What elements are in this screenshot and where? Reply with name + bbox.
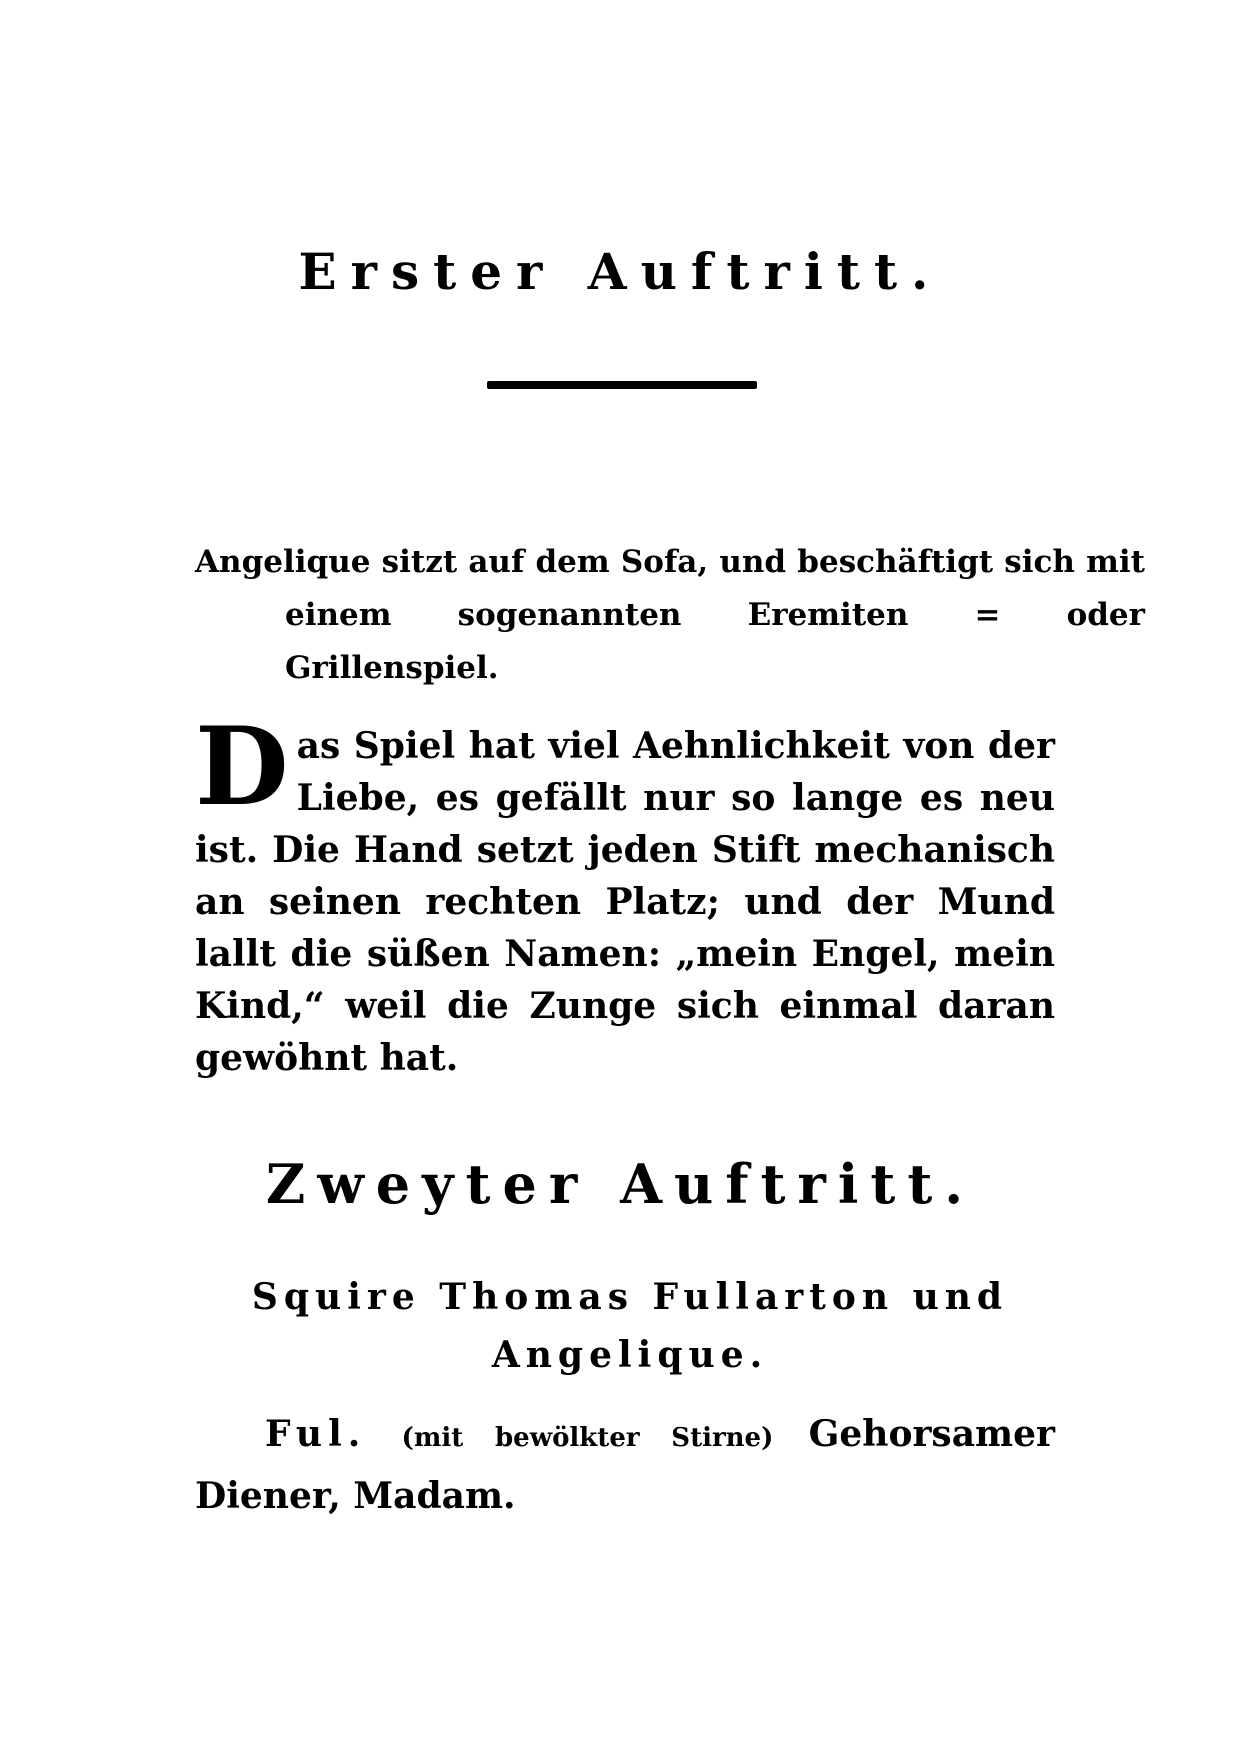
scene-title-2: Zweyter Auftritt. <box>265 1152 976 1216</box>
scene-title-1: Erster Auftritt. <box>298 242 943 301</box>
dialog-text: as Spiel hat viel Aehnlichkeit von der Liebe, es gefällt nur so lange es neu ist. Die Hand setzt jeden Stift mechanisch an seinen rechten Platz; und der Mund lallt die süßen Namen: „mein Engel, mein Kind,“ weil die Zunge sich einmal daran gewöhnt hat. <box>195 725 1055 1079</box>
stage-direction: Angelique sitzt auf dem Sofa, und beschäftigt sich mit einem sogenannten Eremiten = oder Grillenspiel. <box>195 544 1145 686</box>
stage-direction-inline: (mit bewölkter Stirne) <box>401 1423 774 1453</box>
speaker-name: Ful. <box>265 1413 367 1455</box>
dialog-paragraph <box>195 704 1055 1084</box>
dramatis-personae: Squire Thomas Fullarton und Angelique. <box>251 1276 1009 1376</box>
speech-text: Gehorsamer Diener, Madam. <box>195 1413 1055 1517</box>
speech-line <box>195 1405 1055 1525</box>
drop-cap: D <box>195 704 289 830</box>
title-divider <box>487 381 757 389</box>
